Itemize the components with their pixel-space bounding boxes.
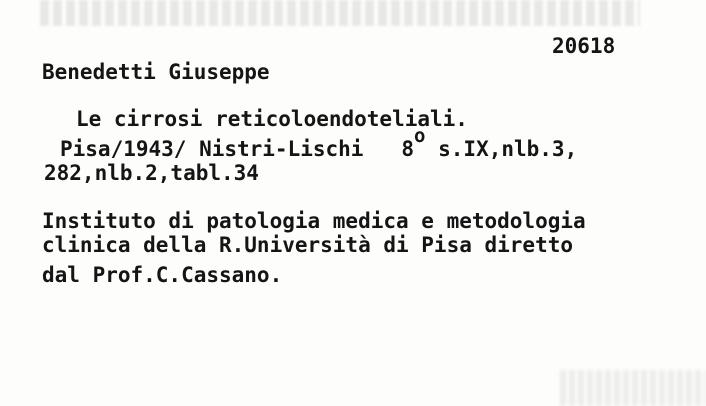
imprint-line-2: 282,nlb.2,tabl.34 bbox=[44, 161, 259, 185]
imprint-line-1 bbox=[60, 125, 578, 162]
note-line-1: Instituto di patologia medica e metodologia bbox=[42, 209, 586, 233]
imprint-format-suffix: o bbox=[414, 125, 426, 147]
show-through-text-top bbox=[40, 0, 640, 26]
note-line-3: dal Prof.C.Cassano. bbox=[42, 263, 283, 287]
author-heading: Benedetti Giuseppe bbox=[42, 60, 270, 84]
imprint-format-number: 8 bbox=[401, 137, 415, 161]
imprint-place-year-publisher: Pisa/1943/ Nistri-Lischi bbox=[60, 137, 364, 161]
card-number: 20618 bbox=[552, 34, 616, 58]
book-title: Le cirrosi reticoloendoteliali. bbox=[76, 107, 468, 131]
show-through-text-bottom bbox=[560, 370, 706, 406]
imprint-pages-line-1: s.IX,nlb.3, bbox=[438, 137, 578, 161]
note-line-2: clinica della R.Università di Pisa diretto bbox=[42, 233, 574, 257]
